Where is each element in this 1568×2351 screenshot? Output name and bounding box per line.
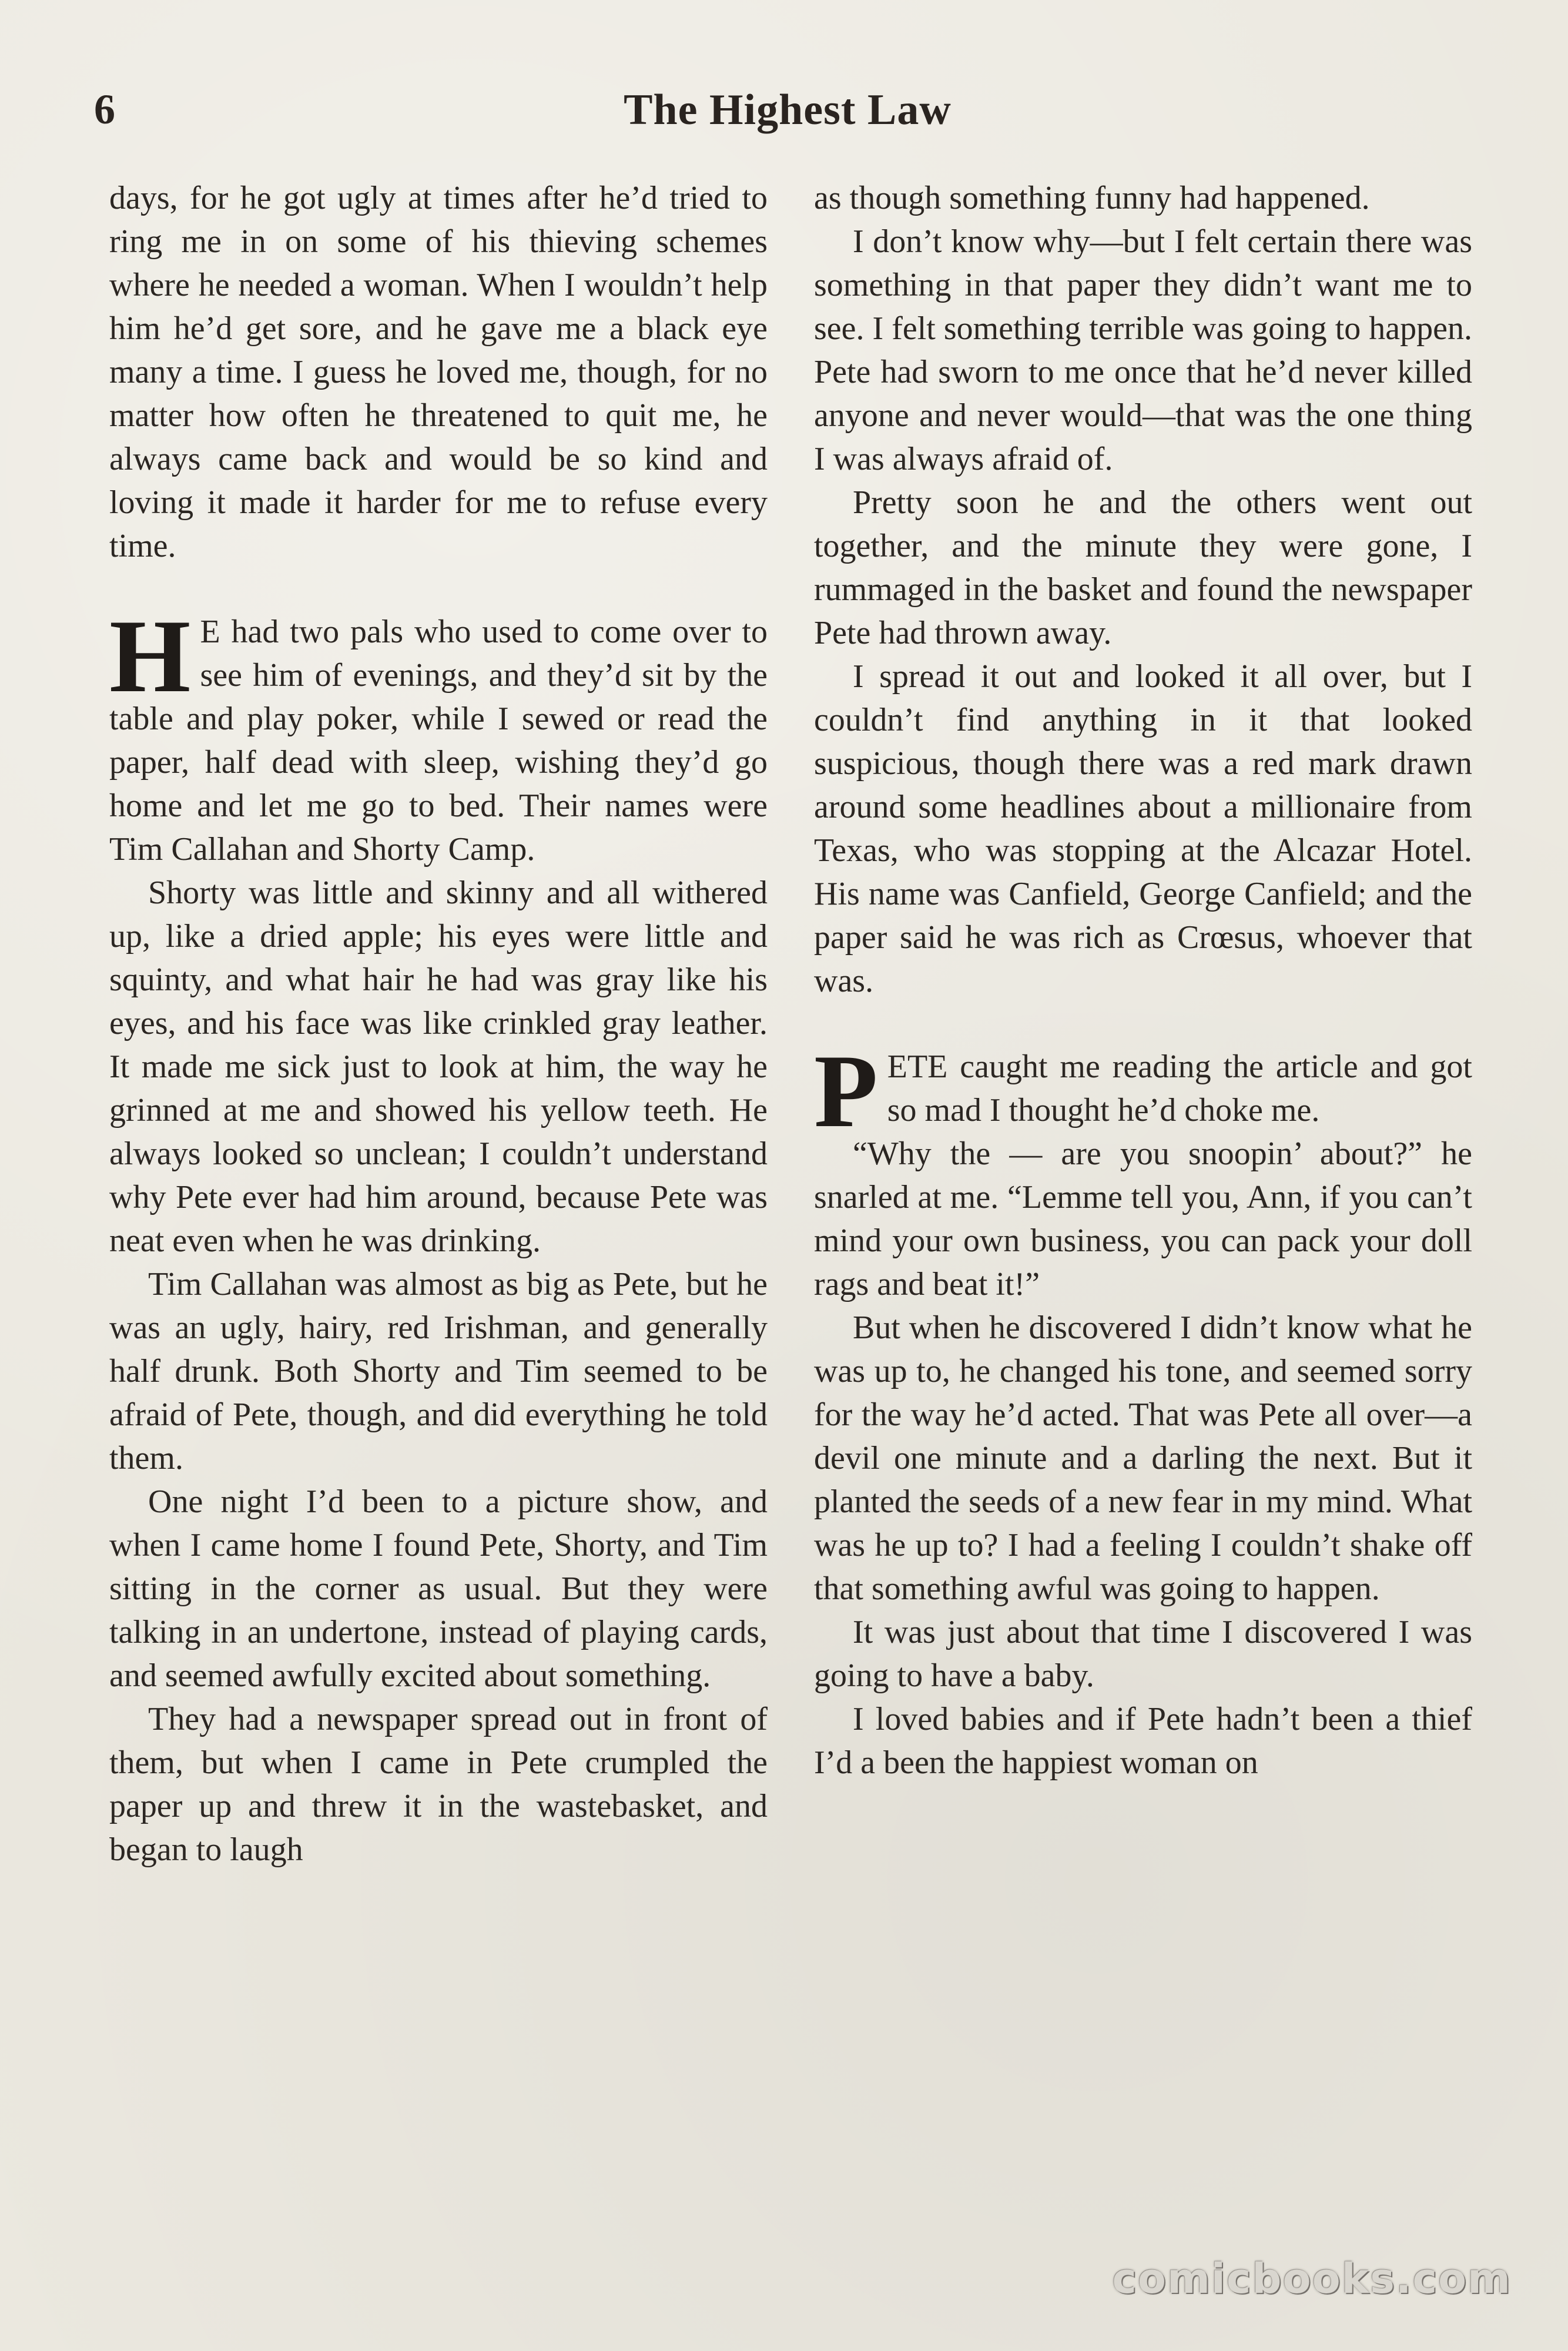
paragraph: Pretty soon he and the others went out together, and the minute they were gone, I rummaged in the basket and found the newspaper Pete had thrown away. (814, 484, 1472, 651)
page-header (94, 85, 1481, 156)
page-number: 6 (94, 86, 115, 133)
paragraph-with-initial (814, 1033, 1472, 1149)
paragraph: Shorty was little and skinny and all withered up, like a dried apple; his eyes were little and squinty, and what hair he had was gray like his eyes, and his face was like crinkled gray leather. It made me sick just to look at him, the way he grinned at me and showed his yellow teeth. He always looked so unclean; I couldn’t understand why Pete ever had him around, because Pete was neat even when he was drinking. (109, 875, 768, 1259)
right-column (814, 176, 1472, 1784)
paragraph: Tim Callahan was almost as big as Pete, but he was an ugly, hairy, red Irishman, and generally half drunk. Both Shorty and Tim seemed to be afraid of Pete, though, and did everything he told them. (109, 1266, 768, 1476)
left-column (109, 176, 768, 1871)
paragraph: as though something funny had happened. (814, 180, 1370, 216)
paragraph: I don’t know why—but I felt certain there was something in that paper they didn’t want me to see. I felt something terrible was going to happen. Pete had sworn to me once that he’d never killed anyone and never would—that was the one thing I was always afraid of. (814, 223, 1472, 477)
paragraph: I loved babies and if Pete hadn’t been a thief I’d a been the happiest woman on (814, 1701, 1472, 1781)
paragraph-text: ETE caught me reading the article and got so mad I thought he’d choke me. (887, 1049, 1472, 1128)
drop-cap: P (814, 1033, 878, 1149)
paragraph-with-initial (109, 598, 768, 871)
paragraph: days, for he got ugly at times after he’d tried to ring me in on some of his thieving schemes where he needed a woman. When I wouldn’t help him he’d get sore, and he gave me a black eye many a time. I guess he loved me, though, for no matter how often he threatened to quit me, he always came back and would be so kind and loving it made it harder for me to refuse every time. (109, 180, 768, 564)
paragraph: I spread it out and looked it all over, but I couldn’t find anything in it that looked suspicious, though there was a red mark drawn around some headlines about a millionaire from Texas, who was stopping at the Alcazar Hotel. His name was Canfield, George Canfield; and the paper said he was rich as Crœsus, whoever that was. (814, 658, 1472, 999)
paragraph: “Why the — are you snoopin’ about?” he snarled at me. “Lemme tell you, Ann, if you can’t mind your own business, you can pack your doll rags and beat it!” (814, 1136, 1472, 1302)
running-title: The Highest Law (624, 86, 951, 134)
site-watermark: comicbooks.com (1112, 2255, 1512, 2303)
paragraph: But when he discovered I didn’t know what he was up to, he changed his tone, and seemed sorry for the way he’d acted. That was Pete all over—a devil one minute and a darling the next. But it planted the seeds of a new fear in my mind. What was he up to? I had a feeling I couldn’t shake off that something awful was going to happen. (814, 1310, 1472, 1607)
paragraph: One night I’d been to a picture show, and when I came home I found Pete, Shorty, and Tim sitting in the corner as usual. But they were talking in an undertone, instead of playing cards, and seemed awfully excited about something. (109, 1483, 768, 1694)
drop-cap: H (109, 598, 191, 714)
paragraph: They had a newspaper spread out in front of them, but when I came in Pete crumpled the paper up and threw it in the wastebasket, and began to laugh (109, 1701, 768, 1868)
paragraph: It was just about that time I discovered I was going to have a baby. (814, 1614, 1472, 1694)
paragraph-text: E had two pals who used to come over to see him of evenings, and they’d sit by the table and play poker, while I sewed or read the paper, half dead with sleep, wishing they’d go home and let me go to bed. Their names were Tim Callahan and Shorty Camp. (109, 614, 768, 868)
